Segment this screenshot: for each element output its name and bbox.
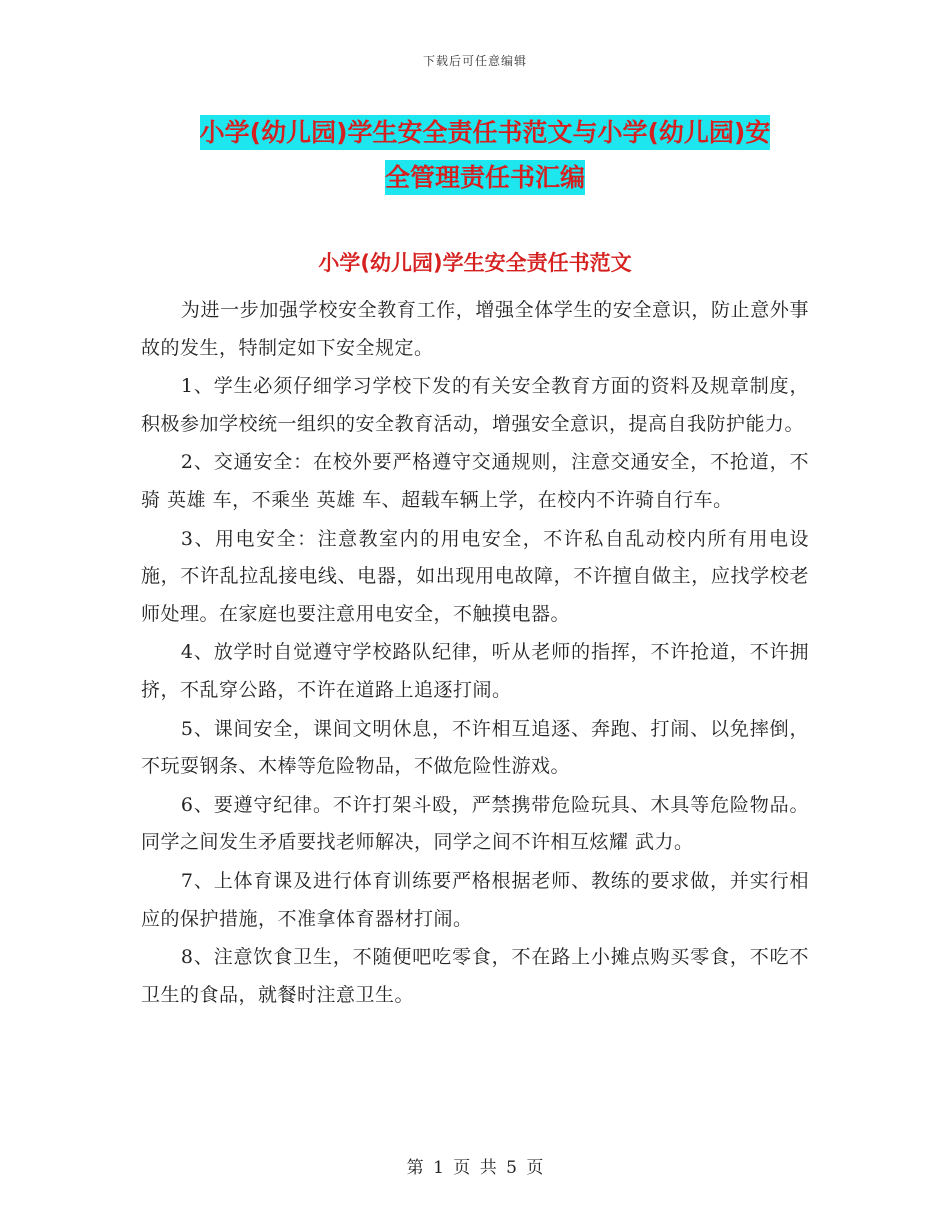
page-number-footer: 第 1 页 共 5 页	[406, 1158, 544, 1178]
paragraph-rule-6: 6、要遵守纪律。不许打架斗殴，严禁携带危险玩具、木具等危险物品。同学之间发生矛盾要找老师解决，同学之间不许相互炫耀 武力。	[141, 793, 809, 854]
page-header-note: 下载后可任意编辑	[422, 54, 527, 68]
paragraph-rule-3: 3、用电安全：注意教室内的用电安全，不许私自乱动校内所有用电设施，不许乱拉乱接电线、电器，如出现用电故障，不许擅自做主，应找学校老师处理。在家庭也要注意用电安全，不触摸电器。	[141, 527, 809, 625]
paragraph-rule-4: 4、放学时自觉遵守学校路队纪律，听从老师的指挥，不许抢道，不许拥挤，不乱穿公路，不许在道路上追逐打闹。	[141, 641, 809, 701]
document-title	[160, 110, 810, 200]
paragraph-rule-2: 2、交通安全：在校外要严格遵守交通规则，注意交通安全，不抢道，不骑 英雄 车，不乘坐 英雄 车、超载车辆上学，在校内不许骑自行车。	[141, 451, 809, 511]
document-title-line-1: 小学(幼儿园)学生安全责任书范文与小学(幼儿园)安	[200, 115, 771, 150]
section-title: 小学(幼儿园)学生安全责任书范文	[318, 251, 632, 275]
paragraph-intro: 为进一步加强学校安全教育工作，增强全体学生的安全意识，防止意外事故的发生，特制定如下安全规定。	[141, 299, 809, 359]
paragraph-rule-5: 5、课间安全，课间文明休息，不许相互追逐、奔跑、打闹、以免摔倒，不玩耍钢条、木棒等危险物品，不做危险性游戏。	[141, 717, 809, 778]
document-title-line-2: 全管理责任书汇编	[385, 160, 585, 195]
paragraph-rule-8: 8、注意饮食卫生，不随便吧吃零食，不在路上小摊点购买零食，不吃不卫生的食品，就餐时注意卫生。	[141, 946, 809, 1006]
paragraph-rule-1: 1、学生必须仔细学习学校下发的有关安全教育方面的资料及规章制度，积极参加学校统一组织的安全教育活动，增强安全意识，提高自我防护能力。	[141, 375, 809, 435]
paragraph-rule-7: 7、上体育课及进行体育训练要严格根据老师、教练的要求做，并实行相应的保护措施，不准拿体育器材打闹。	[141, 869, 809, 930]
document-body	[141, 292, 809, 1015]
